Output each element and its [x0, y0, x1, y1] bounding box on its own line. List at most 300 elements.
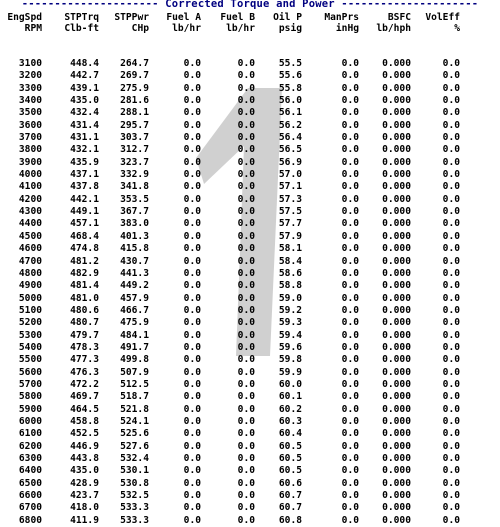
- column-header-name: BSFC: [387, 12, 411, 23]
- column-header: [99, 12, 149, 34]
- table-cell: 0.000: [382, 477, 411, 489]
- table-cell: 411.9: [70, 514, 99, 526]
- table-cell: 0.000: [382, 169, 411, 181]
- table-cell: 0.0: [341, 70, 359, 82]
- table-cell: 312.7: [120, 144, 149, 156]
- table-cell: 0.0: [237, 378, 255, 390]
- table-cell: 5600: [18, 366, 42, 378]
- table-cell: 524.1: [120, 415, 149, 427]
- table-cell: 452.5: [70, 428, 99, 440]
- table-cell: 353.5: [120, 193, 149, 205]
- table-cell: 481.4: [70, 280, 99, 292]
- table-cell: 0.0: [442, 391, 460, 403]
- table-row: [4, 317, 460, 329]
- table-cell: 0.0: [237, 230, 255, 242]
- table-cell: 0.0: [442, 230, 460, 242]
- table-cell: 0.0: [237, 415, 255, 427]
- table-row: [4, 194, 460, 206]
- table-cell: 6800: [18, 514, 42, 526]
- table-cell: 4700: [18, 255, 42, 267]
- table-cell: 59.6: [278, 341, 302, 353]
- table-cell: 56.0: [278, 95, 302, 107]
- table-cell: 0.000: [382, 218, 411, 230]
- table-cell: 0.0: [341, 415, 359, 427]
- column-header: [42, 12, 99, 34]
- table-cell: 0.0: [341, 82, 359, 94]
- table-cell: 0.0: [442, 206, 460, 218]
- table-cell: 59.4: [278, 329, 302, 341]
- table-cell: 0.0: [183, 329, 201, 341]
- table-cell: 474.8: [70, 243, 99, 255]
- table-cell: 0.0: [341, 477, 359, 489]
- column-header-unit: inHg: [335, 23, 359, 34]
- table-cell: 0.0: [237, 391, 255, 403]
- table-cell: 0.0: [237, 341, 255, 353]
- table-cell: 60.2: [278, 403, 302, 415]
- table-cell: 60.3: [278, 415, 302, 427]
- table-cell: 0.0: [442, 354, 460, 366]
- column-header: [255, 12, 302, 34]
- table-cell: 0.0: [183, 169, 201, 181]
- table-row: [4, 428, 460, 440]
- column-header: [302, 12, 359, 34]
- table-cell: 0.0: [183, 255, 201, 267]
- table-row: [4, 391, 460, 403]
- table-cell: 0.0: [341, 490, 359, 502]
- table-cell: 3400: [18, 95, 42, 107]
- table-cell: 0.0: [442, 514, 460, 526]
- table-cell: 0.0: [341, 304, 359, 316]
- table-cell: 367.7: [120, 206, 149, 218]
- table-cell: 0.0: [183, 366, 201, 378]
- table-cell: 0.0: [442, 304, 460, 316]
- table-cell: 0.000: [382, 453, 411, 464]
- table-cell: 0.000: [382, 428, 411, 440]
- table-cell: 6300: [18, 453, 42, 464]
- table-cell: 0.0: [183, 58, 201, 69]
- table-row: [4, 379, 460, 391]
- table-cell: 0.0: [237, 181, 255, 193]
- table-cell: 5800: [18, 391, 42, 403]
- table-cell: 0.0: [442, 107, 460, 119]
- table-cell: 484.1: [120, 329, 149, 341]
- table-cell: 0.0: [237, 428, 255, 440]
- table-cell: 0.0: [183, 95, 201, 107]
- table-cell: 435.0: [70, 95, 99, 107]
- table-cell: 0.0: [183, 230, 201, 242]
- table-cell: 0.0: [237, 206, 255, 218]
- table-cell: 56.5: [278, 144, 302, 156]
- table-cell: 0.0: [183, 453, 201, 464]
- table-cell: 448.4: [70, 58, 99, 69]
- table-cell: 4200: [18, 193, 42, 205]
- table-row: [4, 107, 460, 119]
- table-row: [4, 280, 460, 292]
- table-row: [4, 305, 460, 317]
- table-cell: 0.0: [341, 428, 359, 440]
- table-cell: 57.7: [278, 218, 302, 230]
- table-cell: 0.0: [183, 119, 201, 131]
- table-cell: 60.7: [278, 502, 302, 514]
- table-cell: 442.7: [70, 70, 99, 82]
- table-cell: 0.000: [382, 119, 411, 131]
- table-cell: 0.0: [183, 428, 201, 440]
- column-header-unit: CHp: [131, 23, 149, 34]
- table-cell: 0.0: [442, 465, 460, 477]
- table-row: [4, 465, 460, 477]
- table-cell: 0.0: [341, 403, 359, 415]
- table-cell: 0.0: [442, 193, 460, 205]
- table-cell: 0.0: [183, 243, 201, 255]
- table-cell: 0.0: [442, 280, 460, 292]
- table-cell: 264.7: [120, 58, 149, 69]
- table-cell: 4800: [18, 267, 42, 279]
- table-row: [4, 70, 460, 82]
- table-cell: 0.0: [442, 453, 460, 464]
- table-cell: 60.4: [278, 428, 302, 440]
- table-cell: 480.7: [70, 317, 99, 329]
- table-cell: 0.0: [237, 144, 255, 156]
- table-cell: 0.0: [341, 453, 359, 464]
- table-cell: 59.0: [278, 292, 302, 304]
- header-row: [4, 12, 460, 34]
- table-cell: 58.4: [278, 255, 302, 267]
- table-cell: 5000: [18, 292, 42, 304]
- table-cell: 0.0: [237, 304, 255, 316]
- table-cell: 0.000: [382, 465, 411, 477]
- table-cell: 0.0: [183, 354, 201, 366]
- table-cell: 0.0: [442, 378, 460, 390]
- table-cell: 0.0: [442, 243, 460, 255]
- table-cell: 59.2: [278, 304, 302, 316]
- table-row: [4, 502, 460, 514]
- table-cell: 0.0: [183, 477, 201, 489]
- table-cell: 0.0: [183, 267, 201, 279]
- table-cell: 533.3: [120, 514, 149, 526]
- table-row: [4, 404, 460, 416]
- table-cell: 383.0: [120, 218, 149, 230]
- table-cell: 0.000: [382, 206, 411, 218]
- table-cell: 0.0: [341, 292, 359, 304]
- table-cell: 475.9: [120, 317, 149, 329]
- table-cell: 512.5: [120, 378, 149, 390]
- table-row: [4, 243, 460, 255]
- table-cell: 59.8: [278, 354, 302, 366]
- table-cell: 0.000: [382, 156, 411, 168]
- table-row: [4, 268, 460, 280]
- table-cell: 507.9: [120, 366, 149, 378]
- table-cell: 0.0: [183, 292, 201, 304]
- table-cell: 0.0: [183, 218, 201, 230]
- table-cell: 0.0: [237, 58, 255, 69]
- column-header-unit: lb/hr: [172, 23, 201, 34]
- table-cell: 3500: [18, 107, 42, 119]
- table-cell: 0.000: [382, 366, 411, 378]
- table-cell: 0.0: [442, 156, 460, 168]
- table-cell: 0.0: [183, 317, 201, 329]
- table-cell: 0.0: [442, 58, 460, 69]
- table-cell: 464.5: [70, 403, 99, 415]
- table-cell: 0.0: [341, 95, 359, 107]
- column-header-name: Fuel A: [166, 12, 201, 23]
- table-cell: 0.0: [183, 304, 201, 316]
- table-cell: 0.0: [341, 329, 359, 341]
- table-cell: 0.0: [237, 267, 255, 279]
- table-cell: 0.000: [382, 193, 411, 205]
- table-cell: 58.8: [278, 280, 302, 292]
- table-cell: 303.7: [120, 132, 149, 144]
- table-row: [4, 206, 460, 218]
- table-cell: 401.3: [120, 230, 149, 242]
- table-cell: 3700: [18, 132, 42, 144]
- table-cell: 0.0: [341, 107, 359, 119]
- table-cell: 0.0: [183, 440, 201, 452]
- table-cell: 0.0: [442, 403, 460, 415]
- table-cell: 55.5: [278, 58, 302, 69]
- table-cell: 0.0: [237, 502, 255, 514]
- table-cell: 0.000: [382, 341, 411, 353]
- table-cell: 4000: [18, 169, 42, 181]
- column-header-unit: psig: [278, 23, 302, 34]
- table-cell: 491.7: [120, 341, 149, 353]
- table-cell: 60.5: [278, 440, 302, 452]
- table-cell: 5900: [18, 403, 42, 415]
- table-cell: 5100: [18, 304, 42, 316]
- table-cell: 0.0: [341, 255, 359, 267]
- table-cell: 532.4: [120, 453, 149, 464]
- column-header: [4, 12, 42, 34]
- table-cell: 288.1: [120, 107, 149, 119]
- table-cell: 275.9: [120, 82, 149, 94]
- table-cell: 56.9: [278, 156, 302, 168]
- column-header: [201, 12, 255, 34]
- table-cell: 446.9: [70, 440, 99, 452]
- table-cell: 525.6: [120, 428, 149, 440]
- table-cell: 3600: [18, 119, 42, 131]
- table-cell: 0.0: [442, 82, 460, 94]
- table-cell: 59.9: [278, 366, 302, 378]
- table-cell: 0.0: [442, 132, 460, 144]
- column-header-unit: %: [454, 23, 460, 34]
- table-cell: 5200: [18, 317, 42, 329]
- table-cell: 466.7: [120, 304, 149, 316]
- table-row: [4, 342, 460, 354]
- table-cell: 443.8: [70, 453, 99, 464]
- table-cell: 0.000: [382, 243, 411, 255]
- table-cell: 481.0: [70, 292, 99, 304]
- table-cell: 0.0: [237, 403, 255, 415]
- table-cell: 0.0: [237, 169, 255, 181]
- table-cell: 0.000: [382, 403, 411, 415]
- table-cell: 58.1: [278, 243, 302, 255]
- table-cell: 0.000: [382, 255, 411, 267]
- table-row: [4, 144, 460, 156]
- table-cell: 0.0: [183, 206, 201, 218]
- table-cell: 0.0: [442, 70, 460, 82]
- table-cell: 476.3: [70, 366, 99, 378]
- table-cell: 532.5: [120, 490, 149, 502]
- table-cell: 0.000: [382, 378, 411, 390]
- table-cell: 0.0: [183, 502, 201, 514]
- table-cell: 0.000: [382, 415, 411, 427]
- table-cell: 0.0: [237, 440, 255, 452]
- column-header-unit: RPM: [24, 23, 42, 34]
- table-cell: 0.0: [237, 243, 255, 255]
- table-cell: 437.1: [70, 169, 99, 181]
- table-cell: 0.0: [183, 107, 201, 119]
- table-cell: 4900: [18, 280, 42, 292]
- table-cell: 60.5: [278, 453, 302, 464]
- table-cell: 0.000: [382, 280, 411, 292]
- table-cell: 0.0: [237, 156, 255, 168]
- table-cell: 60.6: [278, 477, 302, 489]
- table-cell: 0.0: [183, 156, 201, 168]
- table-cell: 0.0: [442, 415, 460, 427]
- table-cell: 430.7: [120, 255, 149, 267]
- column-header-unit: lb/hr: [226, 23, 255, 34]
- table-cell: 6600: [18, 490, 42, 502]
- table-cell: 3900: [18, 156, 42, 168]
- table-cell: 0.0: [442, 169, 460, 181]
- table-cell: 533.3: [120, 502, 149, 514]
- table-cell: 6100: [18, 428, 42, 440]
- table-cell: 527.6: [120, 440, 149, 452]
- table-cell: 3100: [18, 58, 42, 69]
- table-cell: 0.000: [382, 292, 411, 304]
- table-row: [4, 157, 460, 169]
- table-cell: 60.1: [278, 391, 302, 403]
- table-cell: 0.0: [237, 329, 255, 341]
- table-cell: 323.7: [120, 156, 149, 168]
- table-cell: 5700: [18, 378, 42, 390]
- table-cell: 458.8: [70, 415, 99, 427]
- table-cell: 431.1: [70, 132, 99, 144]
- table-cell: 57.9: [278, 230, 302, 242]
- table-cell: 57.3: [278, 193, 302, 205]
- table-cell: 0.0: [237, 218, 255, 230]
- table-cell: 0.0: [237, 82, 255, 94]
- column-header-name: VolEff: [425, 12, 460, 23]
- table-cell: 0.0: [442, 317, 460, 329]
- table-cell: 0.0: [341, 440, 359, 452]
- table-cell: 432.4: [70, 107, 99, 119]
- table-cell: 0.0: [341, 502, 359, 514]
- table-cell: 4300: [18, 206, 42, 218]
- table-cell: 0.0: [183, 341, 201, 353]
- table-cell: 0.0: [183, 403, 201, 415]
- table-cell: 441.3: [120, 267, 149, 279]
- table-cell: 0.000: [382, 440, 411, 452]
- table-cell: 57.5: [278, 206, 302, 218]
- table-cell: 281.6: [120, 95, 149, 107]
- table-cell: 0.000: [382, 502, 411, 514]
- table-cell: 0.0: [341, 144, 359, 156]
- table-cell: 0.0: [237, 490, 255, 502]
- table-cell: 60.7: [278, 490, 302, 502]
- table-cell: 521.8: [120, 403, 149, 415]
- table-cell: 0.000: [382, 514, 411, 526]
- table-cell: 418.0: [70, 502, 99, 514]
- table-cell: 0.0: [442, 440, 460, 452]
- table-cell: 0.0: [237, 453, 255, 464]
- table-cell: 0.0: [442, 477, 460, 489]
- table-row: [4, 330, 460, 342]
- table-cell: 482.9: [70, 267, 99, 279]
- table-cell: 0.0: [237, 354, 255, 366]
- table-cell: 0.0: [183, 181, 201, 193]
- table-row: [4, 293, 460, 305]
- table-cell: 6000: [18, 415, 42, 427]
- table-cell: 0.0: [341, 341, 359, 353]
- table-cell: 0.0: [237, 70, 255, 82]
- table-cell: 477.3: [70, 354, 99, 366]
- table-cell: 0.0: [237, 119, 255, 131]
- table-cell: 0.0: [237, 132, 255, 144]
- table-cell: 0.0: [341, 391, 359, 403]
- table-cell: 0.000: [382, 144, 411, 156]
- table-cell: 457.1: [70, 218, 99, 230]
- table-cell: 0.0: [341, 218, 359, 230]
- table-cell: 6500: [18, 477, 42, 489]
- table-cell: 0.000: [382, 490, 411, 502]
- table-cell: 0.0: [341, 58, 359, 69]
- table-row: [4, 478, 460, 490]
- column-header-name: EngSpd: [7, 12, 42, 23]
- table-cell: 0.0: [183, 132, 201, 144]
- table-cell: 0.0: [442, 255, 460, 267]
- table-cell: 428.9: [70, 477, 99, 489]
- table-cell: 0.0: [183, 193, 201, 205]
- table-cell: 58.6: [278, 267, 302, 279]
- table-cell: 0.000: [382, 58, 411, 69]
- table-cell: 0.0: [341, 230, 359, 242]
- table-cell: 6700: [18, 502, 42, 514]
- table-row: [4, 354, 460, 366]
- table-cell: 0.0: [442, 218, 460, 230]
- table-cell: 480.6: [70, 304, 99, 316]
- table-row: [4, 515, 460, 527]
- table-cell: 468.4: [70, 230, 99, 242]
- table-cell: 0.0: [183, 378, 201, 390]
- table-cell: 6400: [18, 465, 42, 477]
- table-cell: 0.000: [382, 132, 411, 144]
- table-cell: 0.0: [183, 280, 201, 292]
- table-cell: 449.1: [70, 206, 99, 218]
- table-cell: 0.0: [341, 354, 359, 366]
- table-cell: 0.0: [341, 465, 359, 477]
- table-cell: 469.7: [70, 391, 99, 403]
- column-header: [359, 12, 411, 34]
- table-cell: 0.000: [382, 95, 411, 107]
- table-cell: 0.0: [341, 181, 359, 193]
- table-cell: 0.0: [341, 378, 359, 390]
- torque-power-table: [4, 12, 460, 527]
- column-header-name: Fuel B: [220, 12, 255, 23]
- table-cell: 432.1: [70, 144, 99, 156]
- table-cell: 0.000: [382, 181, 411, 193]
- title-rule-right: ---------------------: [334, 0, 479, 10]
- table-body: [4, 34, 460, 527]
- table-cell: 0.0: [183, 514, 201, 526]
- table-cell: 5400: [18, 341, 42, 353]
- table-cell: 0.0: [442, 181, 460, 193]
- table-cell: 0.0: [442, 95, 460, 107]
- table-cell: 0.0: [183, 465, 201, 477]
- table-cell: 0.000: [382, 267, 411, 279]
- title-rule-left: ---------------------: [21, 0, 166, 10]
- table-cell: 4600: [18, 243, 42, 255]
- table-cell: 435.0: [70, 465, 99, 477]
